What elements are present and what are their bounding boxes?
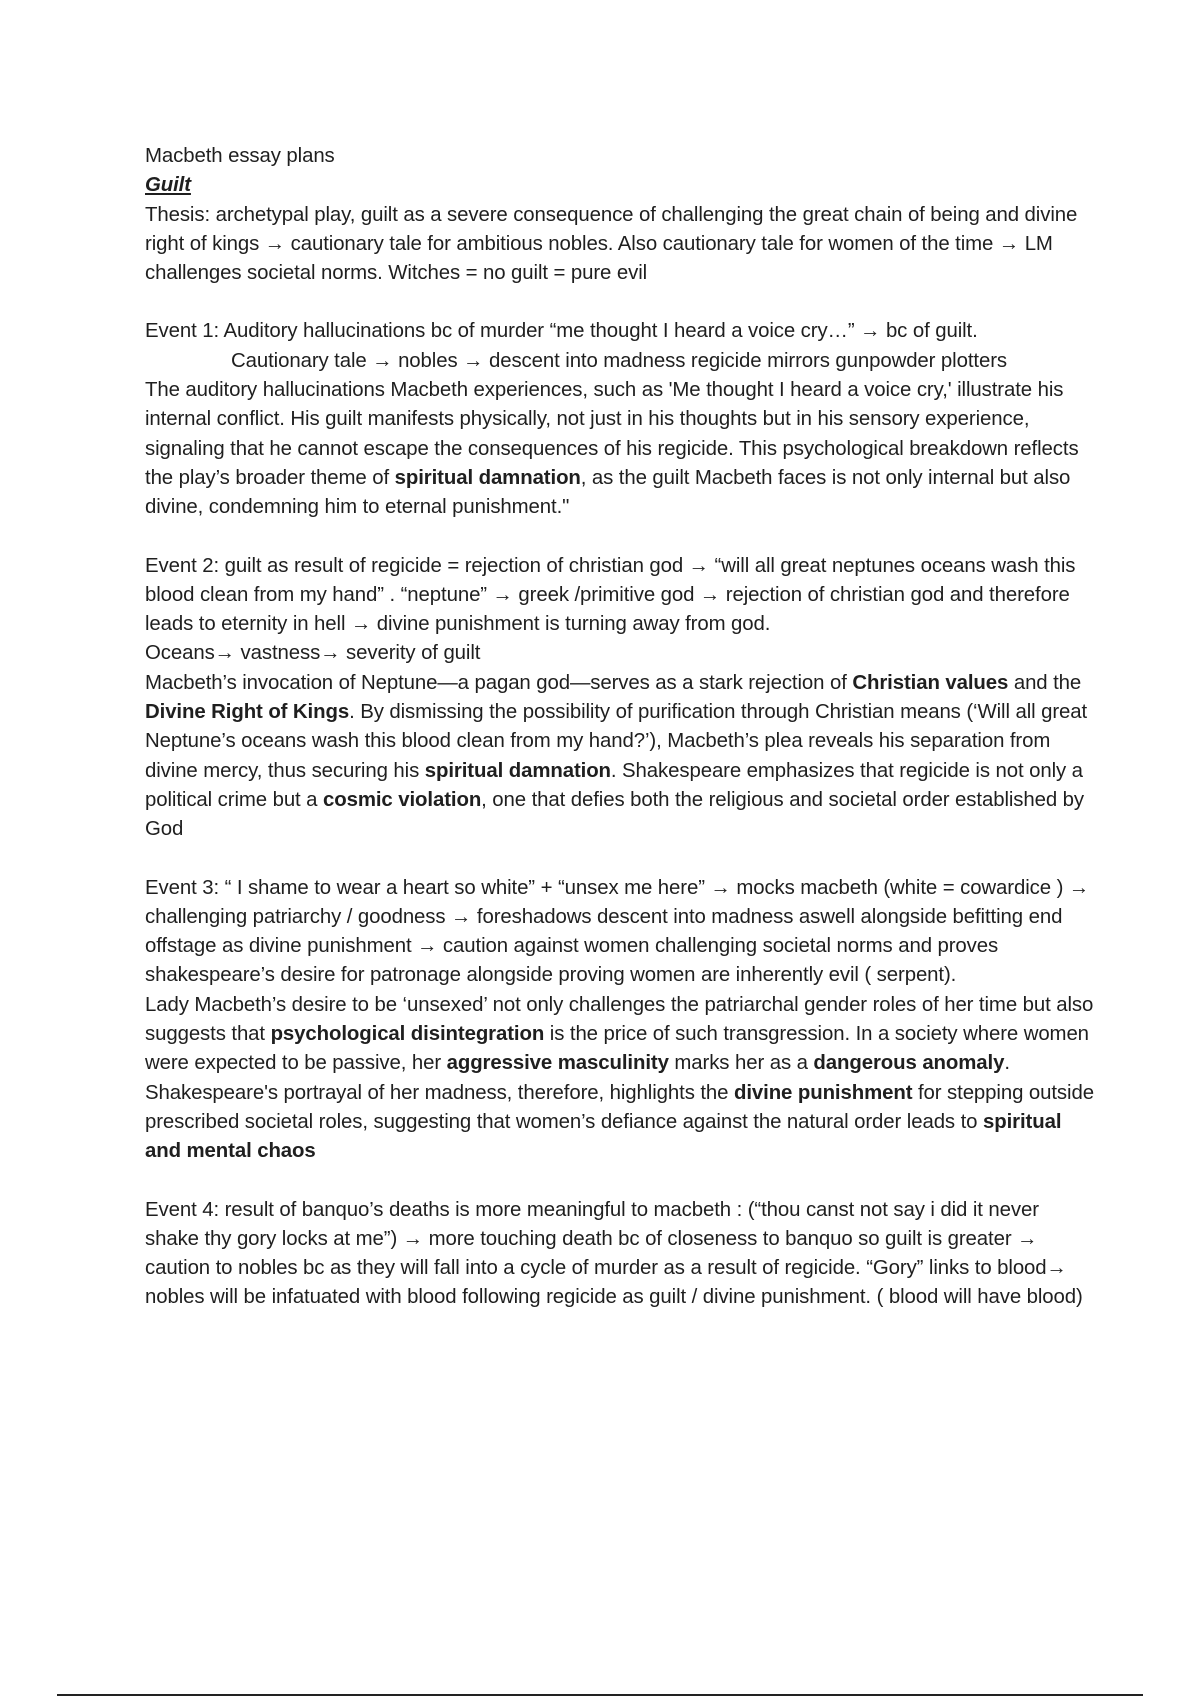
bold-term: divine punishment <box>733 1081 913 1104</box>
event2-notes: Event 2: guilt as result of regicide = rejection of christian god → “will all great neptunes oceans wash this blood clean from my hand” . “neptune” → greek /primitive god → rejection of christian god and therefore leads to eternity in hell → divine punishment is turning away from god. <box>145 554 1076 636</box>
bold-term: Divine Right of Kings <box>145 701 350 724</box>
spacer <box>145 845 1095 874</box>
event1-paragraph <box>145 376 1095 522</box>
bold-term: cosmic violation <box>323 788 482 811</box>
text-run: , as the guilt Macbeth faces is not only internal but also divine, condemning him to eternal punishment." <box>145 466 1071 519</box>
bold-term: spiritual damnation <box>394 466 581 489</box>
text-run: The auditory hallucinations Macbeth experiences, such as 'Me thought I heard a voice cry,' illustrate his internal conflict. His guilt manifests physically, not just in his thoughts but in his sensory experience, signaling that he cannot escape the consequences of his regicide. This psychological breakdown reflects the play’s broader theme of <box>145 379 1079 489</box>
thesis-paragraph: Thesis: archetypal play, guilt as a severe consequence of challenging the great chain of being and divine right of kings → cautionary tale for ambitious nobles. Also cautionary tale for women of the time → LM challenges societal norms. Witches = no guilt = pure evil <box>145 203 1078 285</box>
text-run: is the price of such transgression. In a society where women were expected to be passive, her <box>145 1023 1089 1075</box>
document-body <box>145 142 1095 1313</box>
spacer <box>145 288 1095 317</box>
bold-term: dangerous anomaly <box>813 1052 1005 1075</box>
text-run: Lady Macbeth’s desire to be ‘unsexed’ not only challenges the patriarchal gender roles of her time but also suggests that <box>145 993 1094 1046</box>
bold-term: Christian values <box>852 671 1009 694</box>
text-run: marks her as a <box>668 1052 814 1075</box>
spacer <box>145 1167 1095 1196</box>
event1-notes-line2: Cautionary tale → nobles → descent into madness regicide mirrors gunpowder plotters <box>231 349 1007 372</box>
event2-paragraph <box>145 669 1095 845</box>
event4-notes: Event 4: result of banquo’s deaths is more meaningful to macbeth : (“thou canst not say i did it never shake thy gory locks at me”) → more touching death bc of closeness to banquo so guilt is greater → caution to nobles bc as they will fall into a cycle of murder as a result of regicide. “Gory” links to blood→ nobles will be infatuated with blood following regicide as guilt / divine punishment. ( blood will have blood) <box>145 1198 1083 1309</box>
document-title: Macbeth essay plans <box>145 145 335 167</box>
text-run: and the <box>1008 671 1082 694</box>
text-run: Macbeth’s invocation of Neptune—a pagan god—serves as a stark rejection of <box>145 671 853 694</box>
event2-notes-line2: Oceans→ vastness→ severity of guilt <box>145 642 481 665</box>
section-heading: Guilt <box>145 174 191 197</box>
text-run: for stepping outside prescribed societal roles, suggesting that women’s defiance against the natural order leads to <box>145 1081 1094 1133</box>
bold-term: aggressive masculinity <box>446 1052 669 1075</box>
bold-term: psychological disintegration <box>270 1023 545 1046</box>
text-run: . By dismissing the possibility of purification through Christian means (‘Will all great Neptune’s oceans wash this blood clean from my hand?’), Macbeth’s plea reveals his separation from divine mercy, thus securing his <box>145 701 1088 782</box>
event3-notes: Event 3: “ I shame to wear a heart so white” + “unsex me here” → mocks macbeth (white = cowardice ) → challenging patriarchy / goodness → foreshadows descent into madness aswell alongside befitting end offstage as divine punishment → caution against women challenging societal norms and proves shakespeare’s desire for patronage alongside proving women are inherently evil ( serpent). <box>145 876 1090 987</box>
page-bottom-rule <box>57 1694 1143 1696</box>
spacer <box>145 523 1095 552</box>
bold-term: spiritual and mental chaos <box>145 1110 1062 1163</box>
event3-paragraph <box>145 991 1095 1167</box>
bold-term: spiritual damnation <box>424 759 611 782</box>
event1-notes-line1: Event 1: Auditory hallucinations bc of murder “me thought I heard a voice cry…” → bc of guilt. <box>145 320 978 343</box>
text-run: . Shakespeare's portrayal of her madness, therefore, highlights the <box>145 1052 1010 1104</box>
text-run: , one that defies both the religious and societal order established by God <box>145 788 1085 841</box>
text-run: . Shakespeare emphasizes that regicide is not only a political crime but a <box>145 759 1083 811</box>
